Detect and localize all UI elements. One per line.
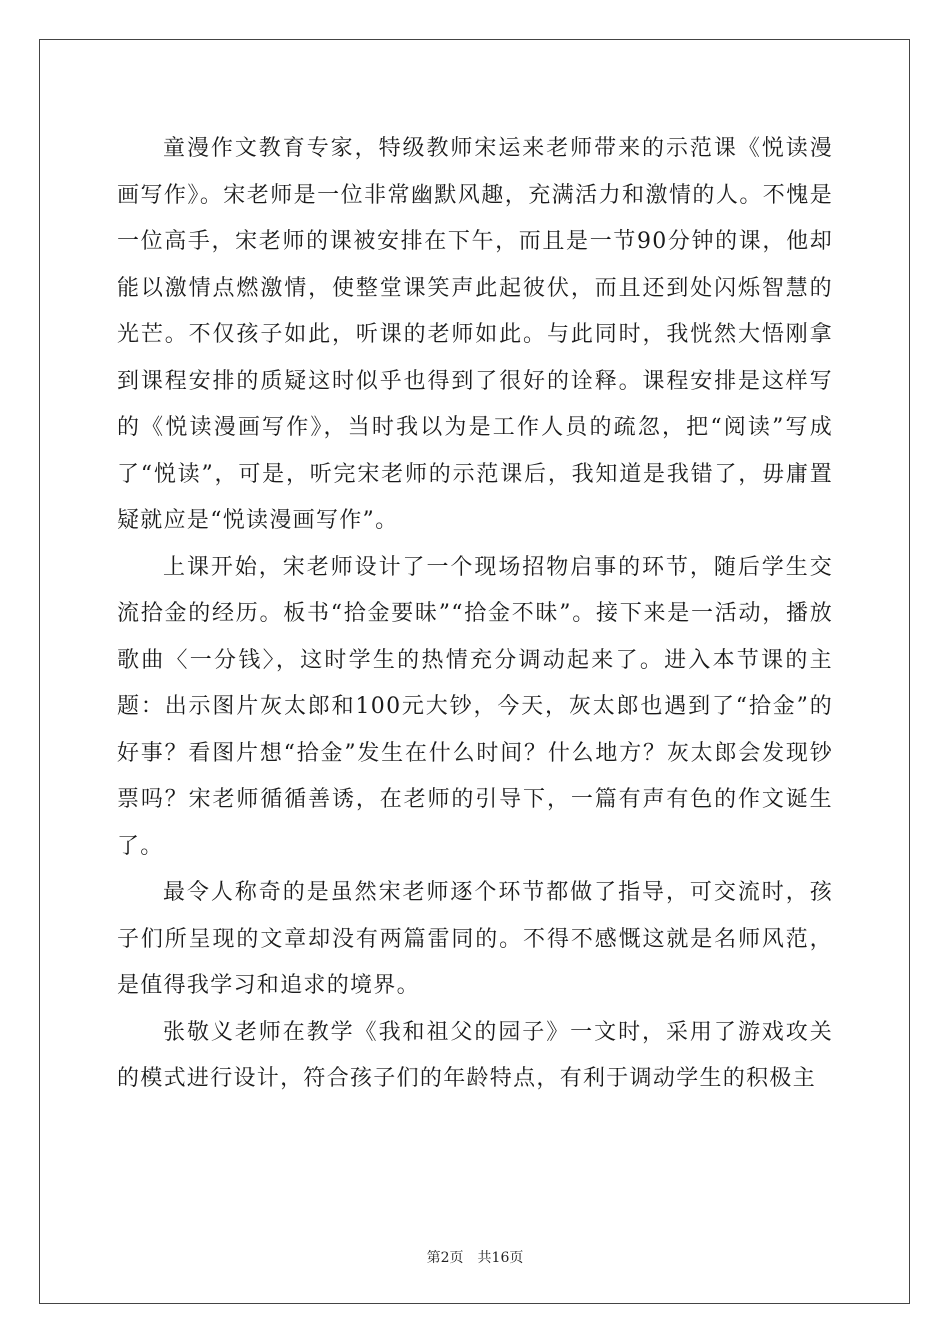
paragraph-2: 上课开始，宋老师设计了一个现场招物启事的环节，随后学生交流拾金的经历。板书“拾金要昧”“拾金不昧”。接下来是一活动，播放歌曲〈一分钱〉，这时学生的热情充分调动起来了。进入本节课的主题：出示图片灰太郎和100元大钞，今天，灰太郎也遇到了“拾金”的好事？看图片想“拾金”发生在什么时间？什么地方？灰太郎会发现钞票吗？宋老师循循善诱，在老师的引导下，一篇有声有色的作文诞生了。 (117, 554, 833, 859)
paragraph-1: 童漫作文教育专家，特级教师宋运来老师带来的示范课《悦读漫画写作》。宋老师是一位非常幽默风趣，充满活力和激情的人。不愧是一位高手，宋老师的课被安排在下午，而且是一节90分钟的课，他却能以激情点燃激情，使整堂课笑声此起彼伏，而且还到处闪烁智慧的光芒。不仅孩子如此，听课的老师如此。与此同时，我恍然大悟刚拿到课程安排的质疑这时似乎也得到了很好的诠释。课程安排是这样写的《悦读漫画写作》，当时我以为是工作人员的疏忽，把“阅读”写成了“悦读”，可是，听完宋老师的示范课后，我知道是我错了，毋庸置疑就应是“悦读漫画写作”。 (117, 136, 833, 533)
page-footer (0, 1247, 950, 1267)
page-number: 第2页 (426, 1250, 464, 1266)
paragraph-3: 最令人称奇的是虽然宋老师逐个环节都做了指导，可交流时，孩子们所呈现的文章却没有两篇雷同的。不得不感慨这就是名师风范，是值得我学习和追求的境界。 (117, 880, 833, 998)
paragraph-4: 张敬义老师在教学《我和祖父的园子》一文时，采用了游戏攻关的模式进行设计，符合孩子们的年龄特点，有利于调动学生的积极主 (117, 1019, 833, 1091)
document-body (117, 126, 833, 1103)
page-total: 共16页 (477, 1250, 524, 1266)
